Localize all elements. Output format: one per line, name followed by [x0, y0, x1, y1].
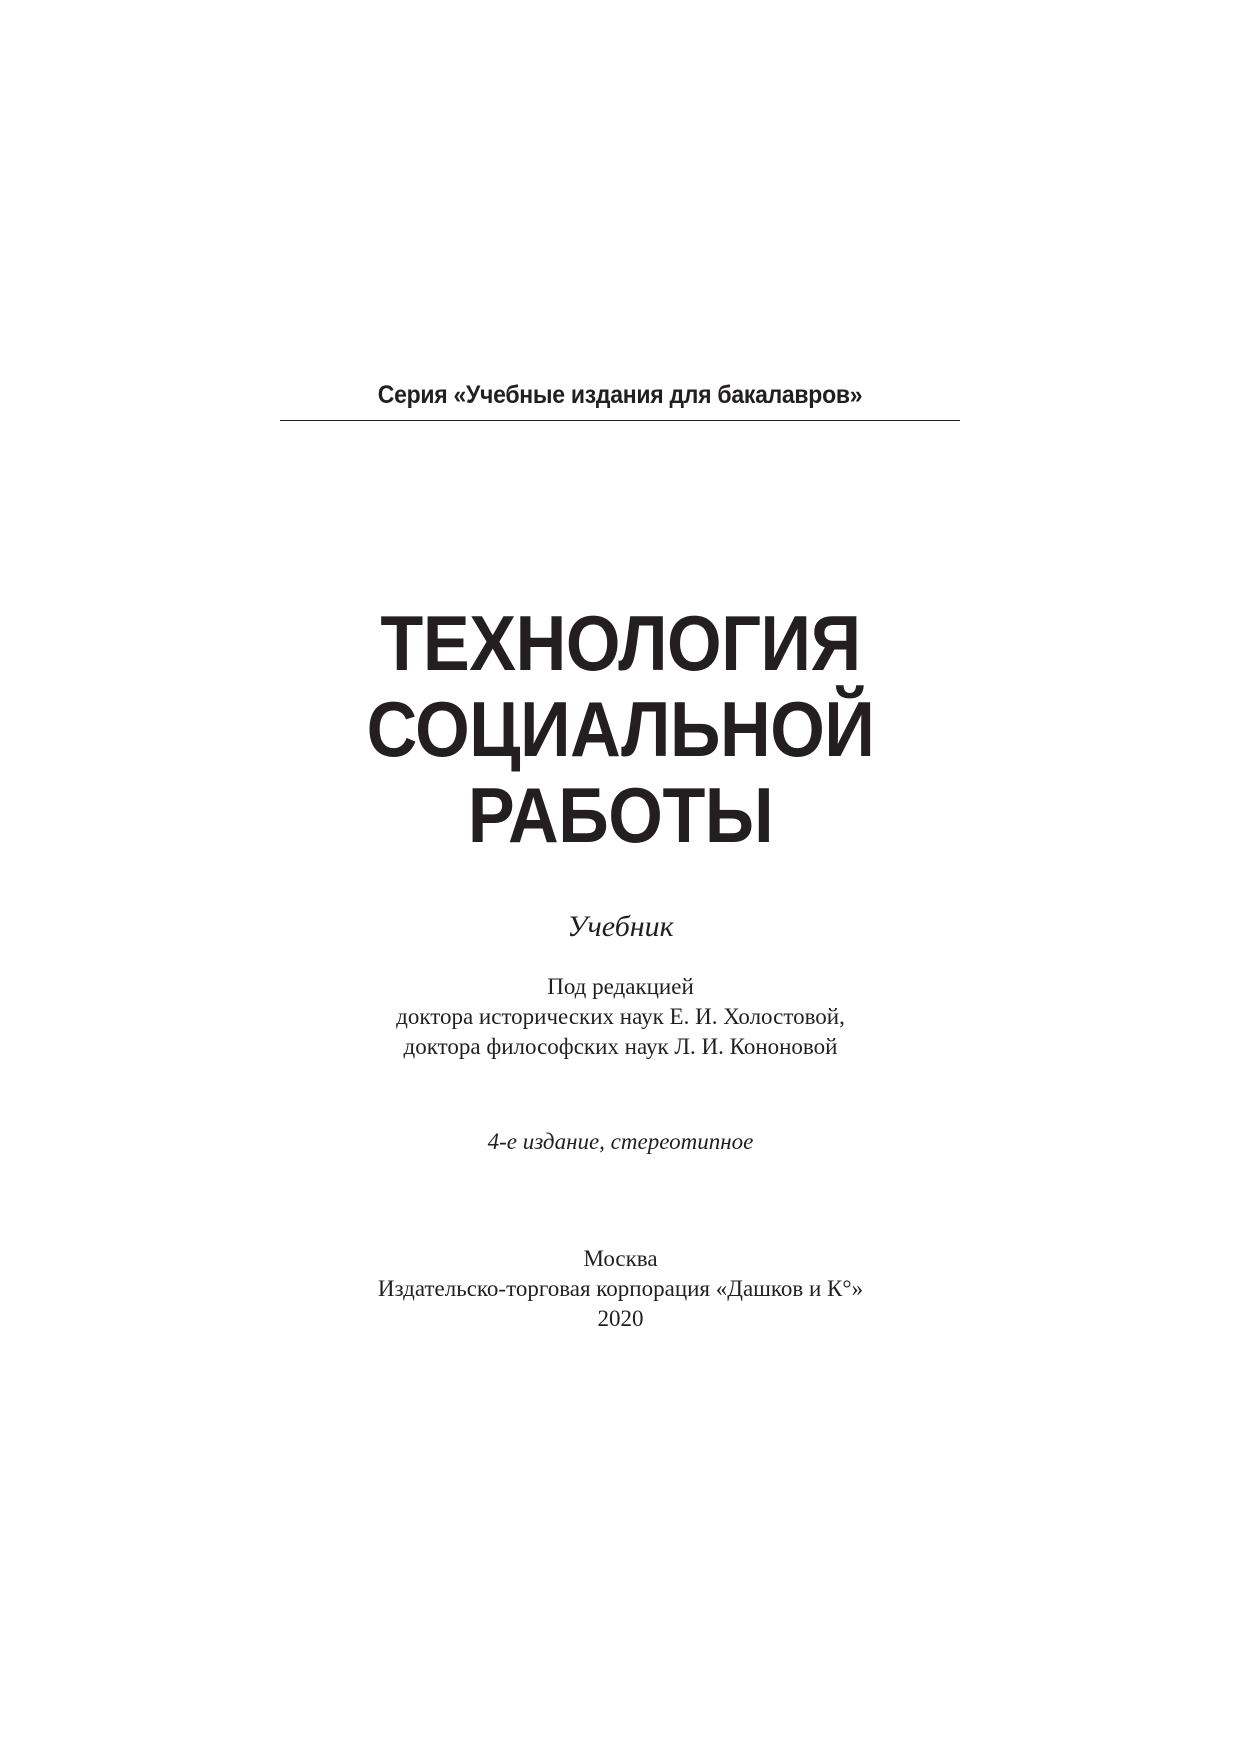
series-divider: [280, 420, 960, 421]
book-title-line-2: СОЦИАЛЬНОЙ: [366, 685, 875, 773]
editors-block: [0, 972, 1241, 1062]
book-subtitle: Учебник: [567, 910, 674, 943]
imprint-publisher: Издательско-торговая корпорация «Дашков и К°»: [377, 1276, 864, 1301]
series-title: Серия «Учебные издания для бакалавров»: [377, 381, 863, 409]
book-title-line-3: РАБОТЫ: [467, 771, 774, 859]
editors-line-1: Под редакцией: [547, 974, 694, 999]
editors-line-2: доктора исторических наук Е. И. Холостовой,: [396, 1004, 845, 1029]
series-header: [280, 378, 960, 421]
edition-note: 4-е издание, стереотипное: [487, 1129, 754, 1154]
book-title-line-1: ТЕХНОЛОГИЯ: [380, 599, 861, 687]
imprint-city: Москва: [583, 1246, 658, 1271]
imprint-year: 2020: [597, 1306, 644, 1331]
imprint-block: [0, 1244, 1241, 1334]
editors-line-3: доктора философских наук Л. И. Кононовой: [403, 1034, 838, 1059]
book-title: [0, 600, 1241, 858]
